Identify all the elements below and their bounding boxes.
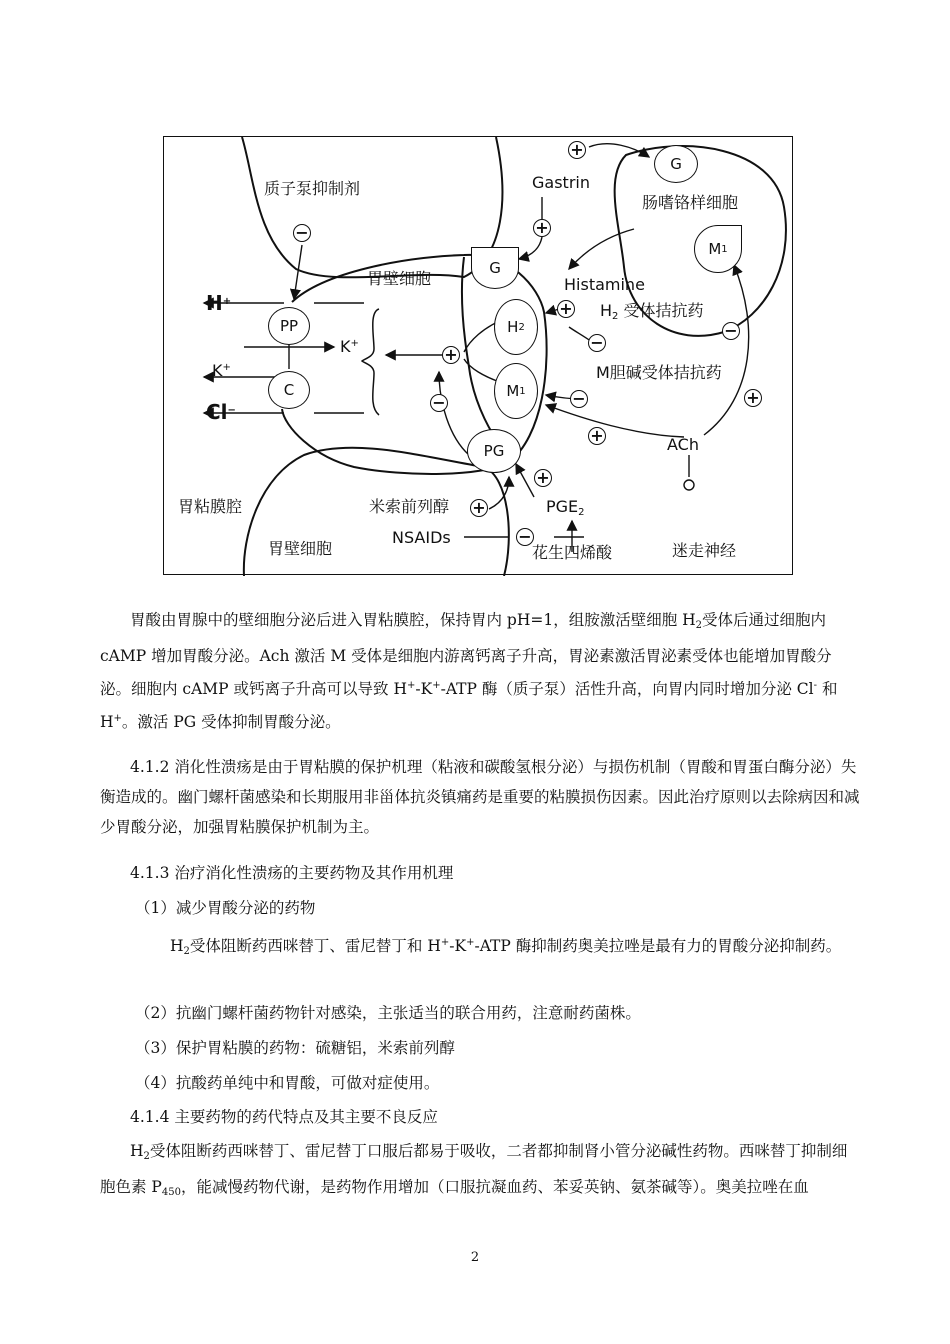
node-m1-receptor: M 1: [494, 363, 538, 419]
node-g-receptor: G: [471, 247, 519, 289]
label-gastric-lumen: 胃粘膜腔: [178, 497, 243, 516]
plus-sign-pge2: +: [534, 469, 552, 487]
top-cell-outline: [242, 137, 502, 277]
plus-sign-ach-m1: +: [588, 427, 606, 445]
label-parietal-cell-bottom: 胃壁细胞: [268, 539, 333, 558]
ion-cl: Cl−: [206, 400, 236, 424]
heading-pharmacokinetics: 4.1.4 主要药物的药代特点及其主要不良反应: [130, 1108, 438, 1126]
label-misoprostol: 米索前列醇: [369, 497, 450, 516]
list-item-antacids: （4）抗酸药单纯中和胃酸，可做对症使用。: [135, 1074, 440, 1092]
label-histamine: Histamine: [564, 275, 645, 294]
label-pge2: $PGE_2$: [546, 497, 585, 518]
minus-sign-ppi: −: [293, 224, 311, 242]
node-ecl-m1-receptor: M 1: [694, 225, 742, 273]
paragraph-acid-inhibitors: $H_2$受体阻断药西咪替丁、雷尼替丁和 H+-K+-ATP 酶抑制药奥美拉唑是最有力的胃酸分泌抑制药。: [170, 937, 842, 957]
node-pg-receptor: PG: [467, 429, 521, 473]
ion-k-in: K+: [340, 337, 359, 356]
plus-sign-misoprostol: +: [470, 499, 488, 517]
ion-h: H+: [206, 291, 232, 315]
label-ecl-cell: 肠嗜铬样细胞: [642, 193, 739, 212]
minus-sign-ecl-m1: −: [722, 322, 740, 340]
label-vagus-nerve: 迷走神经: [672, 541, 737, 560]
heading-treatment-drugs: 4.1.3 治疗消化性溃疡的主要药物及其作用机理: [130, 864, 454, 882]
list-item-mucosa-protect: （3）保护胃粘膜的药物：硫糖铝，米索前列醇: [135, 1039, 455, 1057]
plus-sign-camp: +: [442, 346, 460, 364]
label-h2-antagonist: $H_2$ 受体拮抗药: [600, 301, 704, 322]
minus-sign-h2-antag: −: [588, 334, 606, 352]
node-pp-pump: PP: [268, 307, 310, 345]
ion-k-out: K+: [212, 361, 231, 380]
plus-sign-histamine: +: [557, 300, 575, 318]
paragraph-acid-secretion: 胃酸由胃腺中的壁细胞分泌后进入胃粘膜腔，保持胃内 pH=1，组胺激活壁细胞 $H_2$受体后通过细胞内 cAMP 增加胃酸分泌。Ach 激活 M 受体是细胞内游离钙离子升高，胃泌素激活胃泌素受体也能增加胃酸分泌。细胞内 cAMP 或钙离子升高可以导致 H+-K+-ATP 酶（质子泵）活性升高，向胃内同时增加分泌 Cl- 和 H+。激活 PG 受体抑制胃酸分泌。: [100, 611, 838, 731]
list-item-reduce-acid: （1）减少胃酸分泌的药物: [135, 899, 316, 917]
label-gastrin: Gastrin: [532, 173, 590, 192]
node-ecl-g-receptor: G: [654, 145, 698, 183]
paragraph-h2-blockers: $H_2$受体阻断药西咪替丁、雷尼替丁口服后都易于吸收，二者都抑制肾小管分泌碱性药物。西咪替丁抑制细胞色素 $P_{450}$，能减慢药物代谢，是药物作用增加（口服抗凝血药、苯妥英钠、氨茶碱等）。奥美拉唑在血: [100, 1142, 848, 1198]
node-h2-receptor: H 2: [494, 299, 538, 355]
paragraph-ulcer-cause: 4.1.2 消化性溃疡是由于胃粘膜的保护机理（粘液和碳酸氢根分泌）与损伤机制（胃酸和胃蛋白酶分泌）失衡造成的。幽门螺杆菌感染和长期服用非甾体抗炎镇痛药是重要的粘膜损伤因素。因此治疗原则以去除病因和减少胃酸分泌，加强胃粘膜保护机制为主。: [100, 758, 860, 836]
plus-sign-gastrin-ecl: +: [568, 141, 586, 159]
minus-sign-m-antag: −: [570, 390, 588, 408]
label-nsaids: NSAIDs: [392, 528, 451, 547]
list-item-anti-hp: （2）抗幽门螺杆菌药物针对感染，主张适当的联合用药，注意耐药菌株。: [135, 1004, 641, 1022]
page-number: 2: [470, 1250, 480, 1265]
plus-sign-gastrin-g: +: [533, 219, 551, 237]
label-ppi: 质子泵抑制剂: [264, 179, 361, 198]
label-arachidonic-acid: 花生四烯酸: [532, 543, 613, 562]
gastric-acid-secretion-figure: [163, 136, 793, 575]
minus-sign-pg: −: [430, 394, 448, 412]
minus-sign-nsaids: −: [516, 528, 534, 546]
label-parietal-cell-top: 胃壁细胞: [367, 269, 432, 288]
label-m-antagonist: M胆碱受体拮抗药: [596, 363, 722, 382]
brace: [362, 309, 379, 415]
node-c-channel: C: [268, 371, 310, 409]
label-ach: ACh: [667, 435, 699, 454]
plus-sign-ach-ecl: +: [744, 389, 762, 407]
